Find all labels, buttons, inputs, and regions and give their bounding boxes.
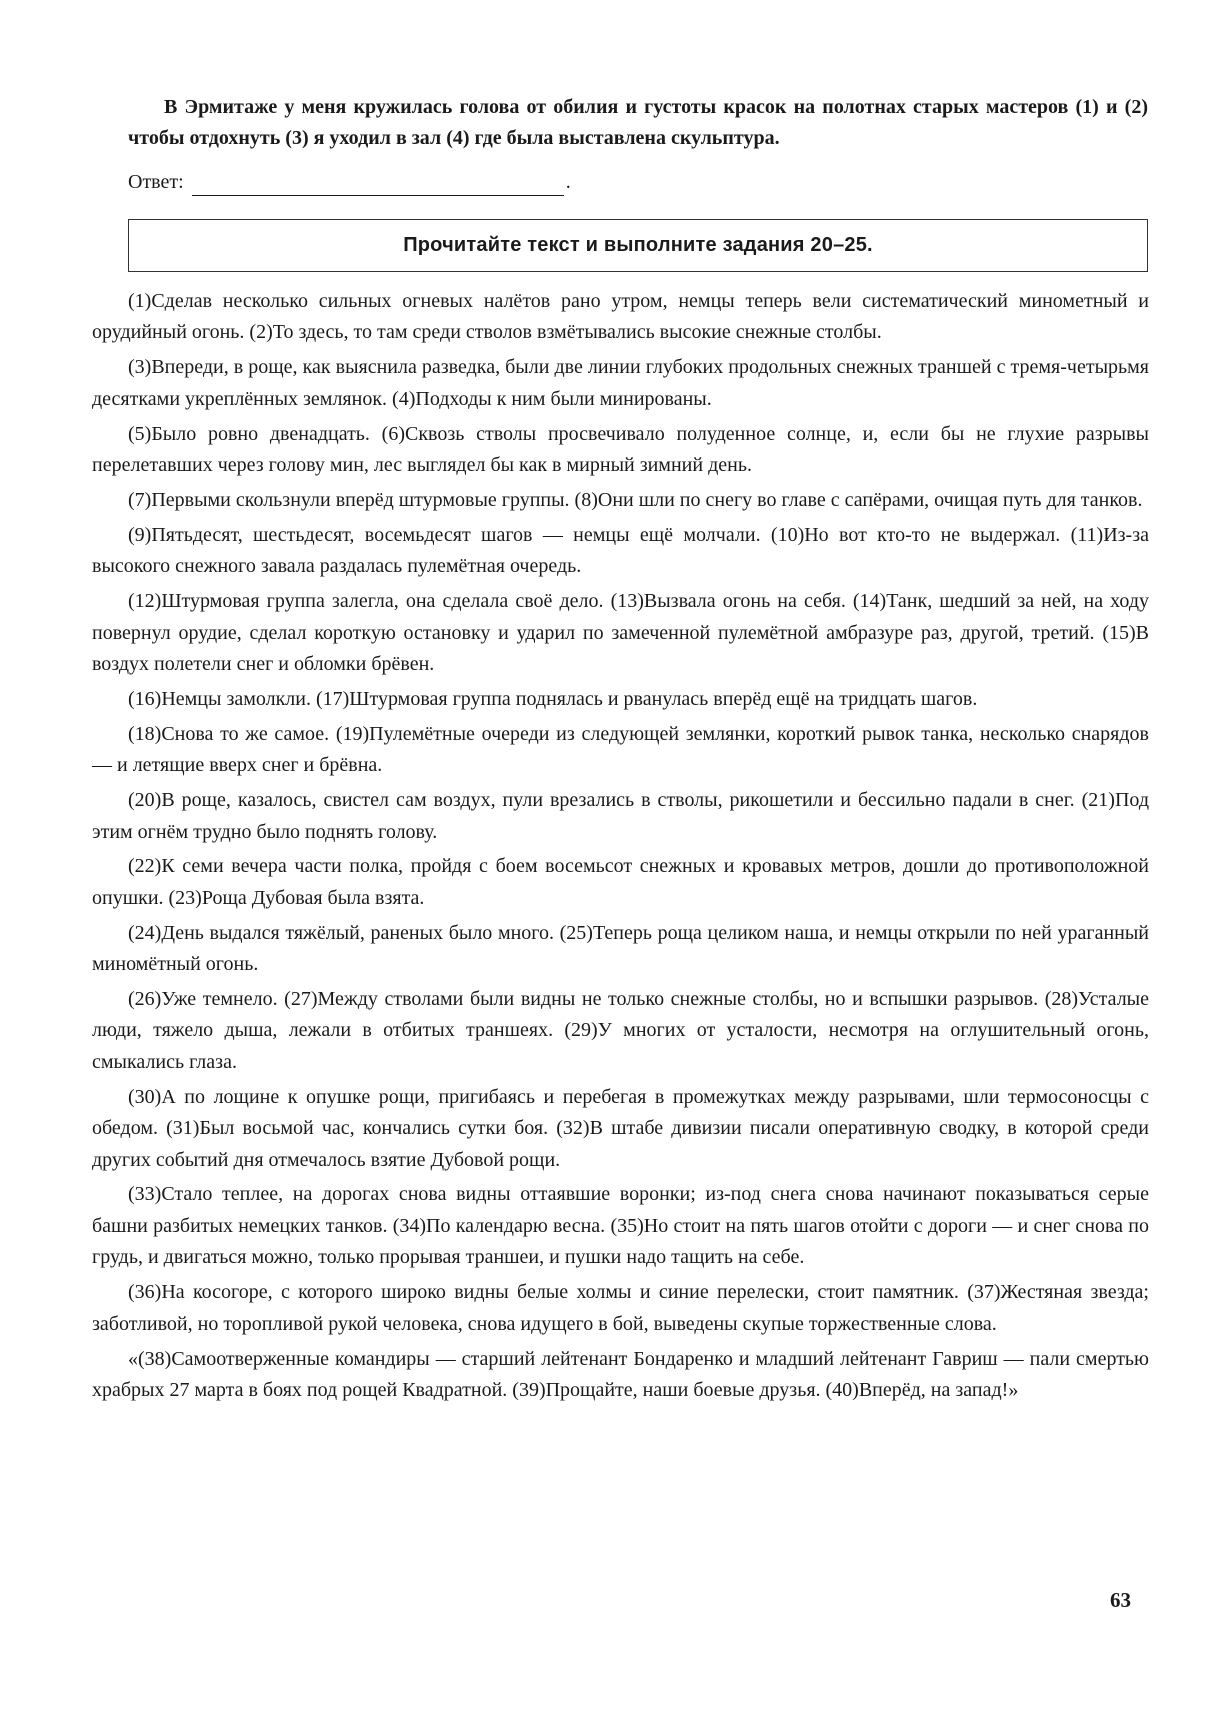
paragraph: (30)А по лощине к опушке рощи, пригибаясь и перебегая в промежутках между разрывами, шли термосоносцы с обедом. (31)Был восьмой час, кончались сутки боя. (32)В штабе дивизии писали оперативную сводку, в которой среди других событий дня отмечалось взятие Дубовой рощи. — [92, 1085, 1149, 1171]
paragraph: (7)Первыми скользнули вперёд штурмовые группы. (8)Они шли по снегу во главе с сапёрами, очищая путь для танков. — [128, 488, 1143, 511]
paragraph: (20)В роще, казалось, свистел сам воздух, пули врезались в стволы, рикошетили и бессильно падали в снег. (21)Под этим огнём трудно было поднять голову. — [92, 789, 1149, 843]
paragraph: (22)К семи вечера части полка, пройдя с боем восемьсот снежных и кровавых метров, дошли до противоположной опушки. (23)Роща Дубовая была взята. — [92, 855, 1149, 909]
paragraph: (16)Немцы замолкли. (17)Штурмовая группа поднялась и рванулась вперёд ещё на тридцать шагов. — [128, 687, 978, 710]
answer-field[interactable] — [192, 173, 564, 196]
paragraph: (18)Снова то же самое. (19)Пулемётные очереди из следующей землянки, короткий рывок танка, несколько снарядов — и летящие вверх снег и брёвна. — [92, 722, 1149, 777]
answer-label: Ответ: — [128, 171, 184, 193]
answer-line — [128, 168, 1148, 196]
paragraph: (1)Сделав несколько сильных огневых налётов рано утром, немцы теперь вели систематический минометный и орудийный огонь. (2)То здесь, то там среди стволов взмётывались высокие снежные столбы. — [92, 290, 1149, 344]
paragraph: (33)Стало теплее, на дорогах снова видны оттаявшие воронки; из-под снега снова начинают показываться серые башни разбитых немецких танков. (34)По календарю весна. (35)Но стоит на пять шагов отойти с дороги — и снег снова по грудь, и двигаться можно, только прорывая траншеи, и пушки надо тащить на себе. — [92, 1183, 1149, 1269]
paragraph: (3)Впереди, в роще, как выяснила разведка, были две линии глубоких продольных снежных траншей с тремя-четырьмя десятками укреплённых землянок. (4)Подходы к ним были минированы. — [92, 356, 1149, 410]
answer-end: . — [565, 171, 571, 193]
instruction-text: Прочитайте текст и выполните задания 20–25. — [403, 234, 873, 256]
reading-text — [92, 286, 1149, 1410]
task-sentence: В Эрмитаже у меня кружилась голова от обилия и густоты красок на полотнах старых мастеров (1) и (2) чтобы отдохнуть (3) я уходил в зал (4) где была выставлена скульптура. — [128, 96, 1148, 149]
paragraph: (5)Было ровно двенадцать. (6)Сквозь стволы просвечивало полуденное солнце, и, если бы не глухие разрывы перелетавших через голову мин, лес выглядел бы как в мирный зимний день. — [92, 422, 1149, 477]
paragraph: (12)Штурмовая группа залегла, она сделала своё дело. (13)Вызвала огонь на себя. (14)Танк, шедший за ней, на ходу повернул орудие, сделал короткую остановку и ударил по замеченной пулемётной амбразуре раз, другой, третий. (15)В воздух полетели снег и обломки брёвен. — [92, 590, 1149, 675]
paragraph: (24)День выдался тяжёлый, раненых было много. (25)Теперь роща целиком наша, и немцы открыли по ней ураганный миномётный огонь. — [92, 921, 1149, 976]
instruction-box — [128, 219, 1148, 272]
task-block — [128, 92, 1148, 196]
page-number: 63 — [1110, 1588, 1131, 1612]
paragraph: «(38)Самоотверженные командиры — старший лейтенант Бондаренко и младший лейтенант Гавриш — пали смертью храбрых 27 марта в боях под рощей Квадратной. (39)Прощайте, наши боевые друзья. (40)Вперёд, на запад!» — [92, 1347, 1149, 1401]
paragraph: (26)Уже темнело. (27)Между стволами были видны не только снежные столбы, но и вспышки разрывов. (28)Усталые люди, тяжело дыша, лежали в отбитых траншеях. (29)У многих от усталости, несмотря на оглушительный огонь, смыкались глаза. — [92, 988, 1149, 1073]
paragraph: (36)На косогоре, с которого широко видны белые холмы и синие перелески, стоит памятник. (37)Жестяная звезда; заботливой, но торопливой рукой человека, снова идущего в бой, выведены скупые торжественные слова. — [92, 1281, 1149, 1335]
paragraph: (9)Пятьдесят, шестьдесят, восемьдесят шагов — немцы ещё молчали. (10)Но вот кто-то не выдержал. (11)Из-за высокого снежного завала раздалась пулемётная очередь. — [92, 523, 1149, 578]
